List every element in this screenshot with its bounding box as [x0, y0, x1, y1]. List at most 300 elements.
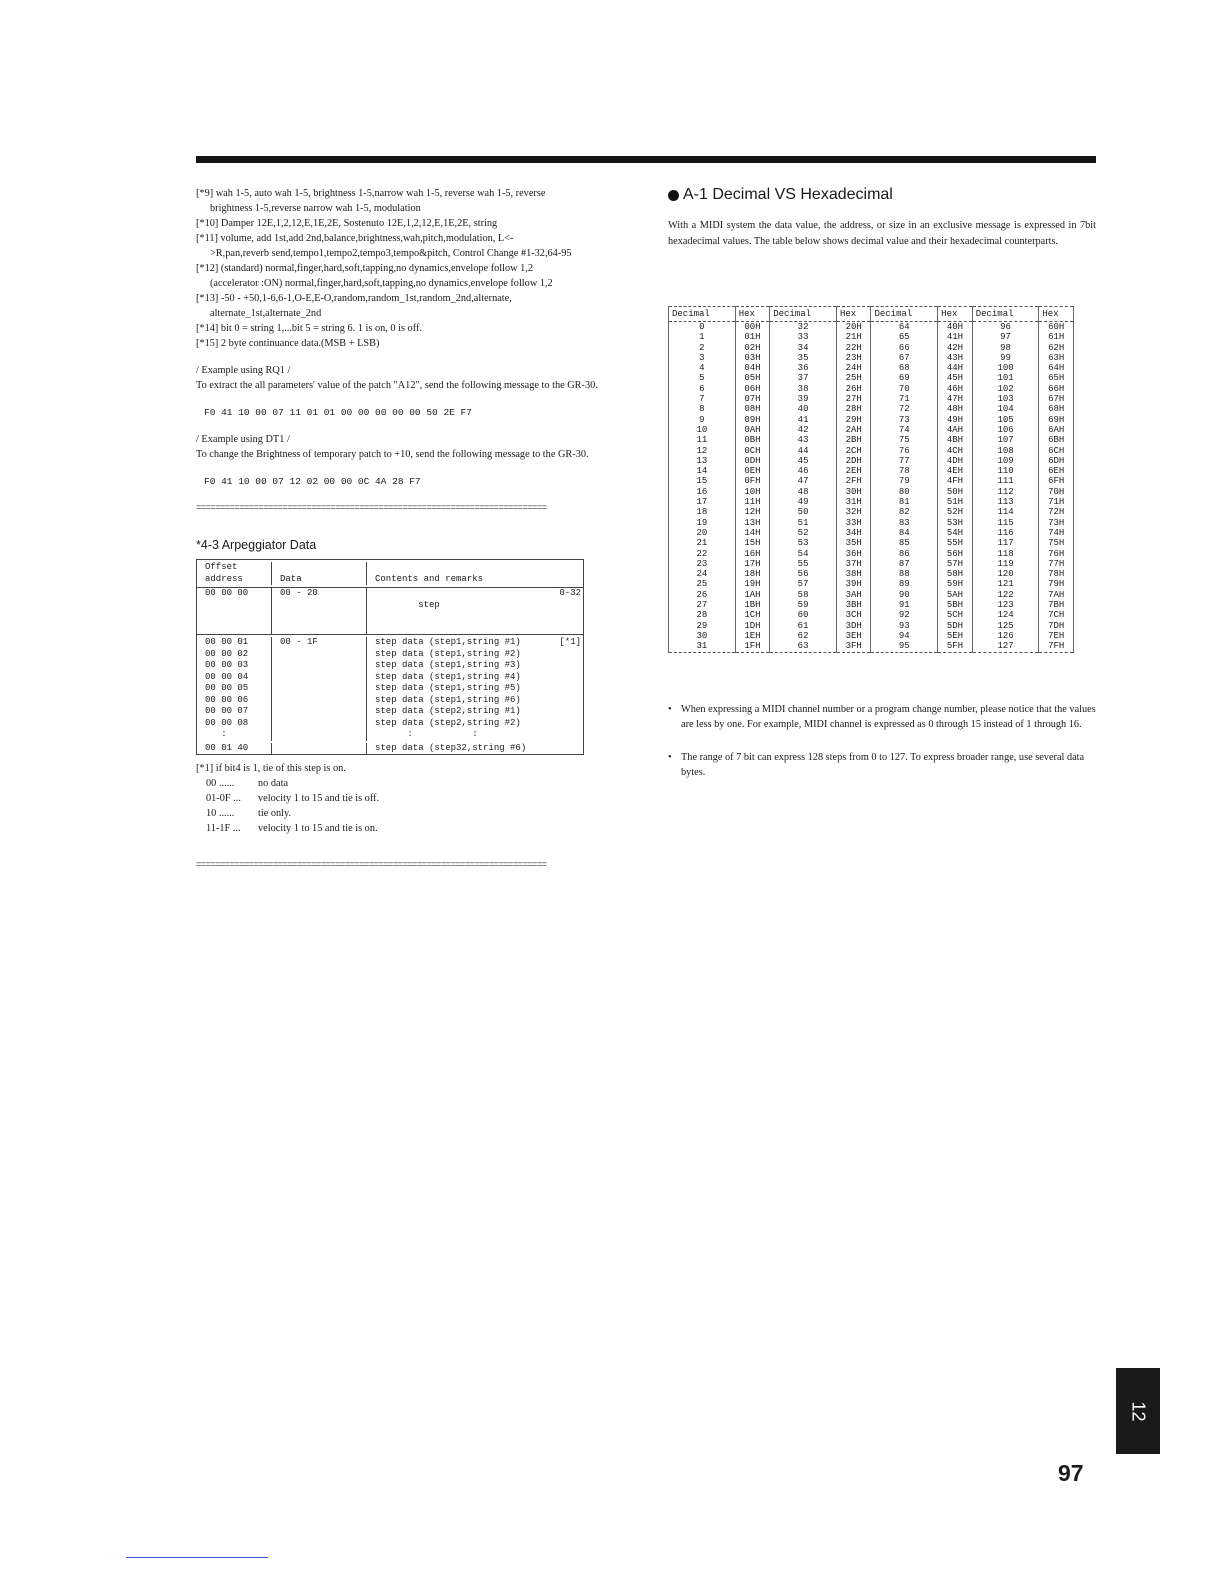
decimal-cell: 20: [669, 528, 736, 538]
decimal-cell: 10: [669, 425, 736, 435]
decimal-cell: 2: [669, 343, 736, 353]
hex-cell: 4DH: [938, 456, 973, 466]
hex-cell: 1FH: [735, 641, 770, 652]
bullet-mark: •: [668, 704, 672, 715]
note-text: (standard) normal,finger,hard,soft,tapping,no dynamics,envelope follow 1,2: [220, 263, 534, 274]
hex-cell: 6CH: [1039, 446, 1074, 456]
hex-table-row: [669, 446, 1074, 456]
note-item: [196, 336, 620, 351]
hex-cell: 2FH: [836, 476, 871, 486]
hex-table-row: [669, 569, 1074, 579]
row-data: [272, 649, 367, 661]
footnote-item: [196, 791, 620, 806]
hex-cell: 0BH: [735, 435, 770, 445]
decimal-cell: 54: [770, 549, 837, 559]
decimal-cell: 107: [972, 435, 1039, 445]
hex-cell: 12H: [735, 507, 770, 517]
hex-table-row: [669, 415, 1074, 425]
row-contents-text: step data (step1,string #2): [375, 648, 521, 659]
col-decimal-header: Decimal: [871, 307, 938, 322]
header-data-label: Data: [280, 573, 302, 584]
note-midi-channel: [668, 702, 1096, 732]
header-offset: Offset address: [197, 562, 272, 585]
decimal-cell: 60: [770, 610, 837, 620]
footer-rule: [126, 1557, 268, 1558]
hex-cell: 17H: [735, 559, 770, 569]
note-item: [196, 216, 620, 231]
decimal-cell: 97: [972, 332, 1039, 342]
hex-cell: 0FH: [735, 476, 770, 486]
note-text: -50 - +50,1-6,6-1,O-E,E-O,random,random_1st,random_2nd,alternate,: [220, 293, 512, 304]
decimal-cell: 3: [669, 353, 736, 363]
hex-cell: 2BH: [836, 435, 871, 445]
hex-cell: 29H: [836, 415, 871, 425]
hex-cell: 7BH: [1039, 600, 1074, 610]
decimal-cell: 0: [669, 322, 736, 333]
hex-cell: 13H: [735, 518, 770, 528]
hex-table-row: [669, 538, 1074, 548]
decimal-cell: 32: [770, 322, 837, 333]
arp-table-row: [197, 660, 583, 672]
decimal-cell: 49: [770, 497, 837, 507]
header-contents-label: Contents and remarks: [375, 573, 484, 584]
hex-cell: 44H: [938, 363, 973, 373]
hex-cell: 1EH: [735, 631, 770, 641]
decimal-cell: 118: [972, 549, 1039, 559]
note-text: volume, add 1st,add 2nd,balance,brightness,wah,pitch,modulation, L<-: [220, 233, 514, 244]
hex-table-row: [669, 600, 1074, 610]
decimal-cell: 12: [669, 446, 736, 456]
decimal-cell: 108: [972, 446, 1039, 456]
hex-cell: 03H: [735, 353, 770, 363]
decimal-cell: 47: [770, 476, 837, 486]
hex-cell: 61H: [1039, 332, 1074, 342]
decimal-cell: 119: [972, 559, 1039, 569]
col-decimal-header: Decimal: [669, 307, 736, 322]
row-offset: 00 00 02: [197, 649, 272, 661]
decimal-hex-table: [668, 306, 1074, 653]
decimal-cell: 25: [669, 579, 736, 589]
decimal-cell: 21: [669, 538, 736, 548]
note-key: [*13]: [196, 293, 219, 304]
decimal-cell: 83: [871, 518, 938, 528]
hex-cell: 6AH: [1039, 425, 1074, 435]
decimal-cell: 62: [770, 631, 837, 641]
hex-cell: 35H: [836, 538, 871, 548]
row-offset: 00 00 01: [197, 637, 272, 649]
arp-table-row: [197, 741, 583, 755]
row-data: [272, 718, 367, 730]
row-contents: [367, 672, 583, 684]
hex-table-row: [669, 456, 1074, 466]
hex-cell: 4EH: [938, 466, 973, 476]
row-offset: :: [197, 729, 272, 741]
hex-cell: 21H: [836, 332, 871, 342]
hex-table-row: [669, 332, 1074, 342]
decimal-cell: 100: [972, 363, 1039, 373]
decimal-cell: 120: [972, 569, 1039, 579]
hex-table-row: [669, 518, 1074, 528]
note-7bit-range: [668, 750, 1096, 780]
hex-cell: 48H: [938, 404, 973, 414]
row-contents-text: : :: [375, 729, 478, 739]
decimal-cell: 125: [972, 621, 1039, 631]
hex-cell: 52H: [938, 507, 973, 517]
hex-cell: 36H: [836, 549, 871, 559]
hex-cell: 59H: [938, 579, 973, 589]
decimal-cell: 31: [669, 641, 736, 652]
decimal-cell: 9: [669, 415, 736, 425]
bullet-icon: [668, 190, 679, 201]
hex-cell: 16H: [735, 549, 770, 559]
decimal-cell: 48: [770, 487, 837, 497]
decimal-cell: 123: [972, 600, 1039, 610]
decimal-cell: 122: [972, 590, 1039, 600]
decimal-cell: 80: [871, 487, 938, 497]
decimal-cell: 39: [770, 394, 837, 404]
hex-cell: 3EH: [836, 631, 871, 641]
hex-cell: 6BH: [1039, 435, 1074, 445]
hex-cell: 3DH: [836, 621, 871, 631]
decimal-cell: 75: [871, 435, 938, 445]
row-contents-text: step data (step1,string #3): [375, 660, 521, 670]
hex-cell: 5EH: [938, 631, 973, 641]
hex-cell: 11H: [735, 497, 770, 507]
hex-cell: 3AH: [836, 590, 871, 600]
hex-cell: 60H: [1039, 322, 1074, 333]
decimal-cell: 85: [871, 538, 938, 548]
hex-table-row: [669, 610, 1074, 620]
note-text: 2 byte continuance data.(MSB + LSB): [220, 338, 380, 349]
hex-cell: 1DH: [735, 621, 770, 631]
decimal-cell: 94: [871, 631, 938, 641]
hex-table-row: [669, 363, 1074, 373]
hex-cell: 23H: [836, 353, 871, 363]
footnote-title: [*1] if bit4 is 1, tie of this step is on.: [196, 763, 346, 774]
arp-table-row: [197, 635, 583, 649]
decimal-cell: 68: [871, 363, 938, 373]
hex-cell: 6FH: [1039, 476, 1074, 486]
hex-table-header: [669, 307, 1074, 322]
decimal-cell: 28: [669, 610, 736, 620]
hex-cell: 5AH: [938, 590, 973, 600]
hex-table-row: [669, 476, 1074, 486]
hex-cell: 70H: [1039, 487, 1074, 497]
footnote-text: velocity 1 to 15 and tie is on.: [258, 823, 378, 834]
hex-cell: 26H: [836, 384, 871, 394]
hex-cell: 5FH: [938, 641, 973, 652]
row-data: [272, 743, 367, 755]
note-continuation: (accelerator :ON) normal,finger,hard,soft,tapping,no dynamics,envelope follow 1,2: [210, 278, 553, 289]
decimal-cell: 7: [669, 394, 736, 404]
footnote-key: 11-1F ...: [206, 823, 241, 834]
hex-cell: 46H: [938, 384, 973, 394]
decimal-cell: 53: [770, 538, 837, 548]
hex-cell: 45H: [938, 373, 973, 383]
note-item: [196, 321, 620, 336]
decimal-cell: 8: [669, 404, 736, 414]
decimal-cell: 17: [669, 497, 736, 507]
hex-table-row: [669, 528, 1074, 538]
footnote-text: no data: [258, 778, 289, 789]
hex-cell: 0DH: [735, 456, 770, 466]
note-item: [196, 231, 620, 261]
footnote-item: [196, 821, 620, 836]
decimal-cell: 91: [871, 600, 938, 610]
hex-cell: 0EH: [735, 466, 770, 476]
row-offset: 00 01 40: [197, 743, 272, 755]
hex-cell: 1AH: [735, 590, 770, 600]
hex-cell: 15H: [735, 538, 770, 548]
hex-cell: 4CH: [938, 446, 973, 456]
header-contents: [367, 562, 583, 585]
hex-cell: 27H: [836, 394, 871, 404]
decimal-cell: 29: [669, 621, 736, 631]
arp-table-header: [197, 560, 583, 588]
hex-cell: 71H: [1039, 497, 1074, 507]
hex-cell: 47H: [938, 394, 973, 404]
decimal-cell: 13: [669, 456, 736, 466]
example1-text: To extract the all parameters' value of the patch "A12", send the following message to the GR-30.: [196, 380, 598, 391]
row-contents: [367, 729, 583, 741]
right-notes: [668, 702, 1096, 798]
example1-code: F0 41 10 00 07 11 01 01 00 00 00 00 00 50 2E F7: [204, 407, 472, 418]
decimal-cell: 86: [871, 549, 938, 559]
hex-cell: 41H: [938, 332, 973, 342]
note-key: [*10]: [196, 218, 219, 229]
hex-cell: 7EH: [1039, 631, 1074, 641]
row-offset: 00 00 05: [197, 683, 272, 695]
decimal-cell: 15: [669, 476, 736, 486]
decimal-cell: 116: [972, 528, 1039, 538]
hex-cell: 30H: [836, 487, 871, 497]
note-7bit-range-text: The range of 7 bit can express 128 steps from 0 to 127. To express broader range, use several data bytes.: [681, 752, 1085, 778]
hex-cell: 7FH: [1039, 641, 1074, 652]
hex-table-row: [669, 384, 1074, 394]
decimal-cell: 66: [871, 343, 938, 353]
hex-cell: 0CH: [735, 446, 770, 456]
row-contents: [367, 718, 583, 730]
decimal-cell: 93: [871, 621, 938, 631]
hex-cell: 38H: [836, 569, 871, 579]
note-continuation: >R,pan,reverb send,tempo1,tempo2,tempo3,tempo&pitch, Control Change #1-32,64-95: [210, 248, 572, 259]
decimal-cell: 23: [669, 559, 736, 569]
col-decimal-header: Decimal: [972, 307, 1039, 322]
hex-cell: 08H: [735, 404, 770, 414]
decimal-cell: 18: [669, 507, 736, 517]
decimal-cell: 90: [871, 590, 938, 600]
arp-table-row: [197, 649, 583, 661]
decimal-cell: 89: [871, 579, 938, 589]
decimal-cell: 19: [669, 518, 736, 528]
row-offset: 00 00 03: [197, 660, 272, 672]
hex-cell: 79H: [1039, 579, 1074, 589]
hex-cell: 55H: [938, 538, 973, 548]
row-remark: [*1]: [559, 637, 581, 647]
hex-cell: 50H: [938, 487, 973, 497]
hex-cell: 3BH: [836, 600, 871, 610]
decimal-cell: 43: [770, 435, 837, 445]
decimal-cell: 78: [871, 466, 938, 476]
hex-cell: 01H: [735, 332, 770, 342]
hex-cell: 18H: [735, 569, 770, 579]
separator-line: =========================================================================: [196, 503, 547, 513]
decimal-cell: 110: [972, 466, 1039, 476]
hex-cell: 7DH: [1039, 621, 1074, 631]
hex-table-row: [669, 353, 1074, 363]
hex-cell: 69H: [1039, 415, 1074, 425]
hex-cell: 4FH: [938, 476, 973, 486]
col-hex-header: Hex: [1039, 307, 1074, 322]
decimal-cell: 36: [770, 363, 837, 373]
hex-cell: 39H: [836, 579, 871, 589]
decimal-cell: 27: [669, 600, 736, 610]
arpeggiator-table: [196, 559, 584, 755]
hex-cell: 22H: [836, 343, 871, 353]
hex-table-row: [669, 621, 1074, 631]
decimal-cell: 24: [669, 569, 736, 579]
decimal-cell: 5: [669, 373, 736, 383]
decimal-cell: 117: [972, 538, 1039, 548]
example2-heading: / Example using DT1 /: [196, 434, 290, 445]
decimal-cell: 44: [770, 446, 837, 456]
hex-cell: 7AH: [1039, 590, 1074, 600]
hex-cell: 1CH: [735, 610, 770, 620]
col-hex-header: Hex: [735, 307, 770, 322]
decimal-cell: 115: [972, 518, 1039, 528]
row-contents-text: step data (step2,string #1): [375, 706, 521, 716]
decimal-cell: 95: [871, 641, 938, 652]
hex-cell: 5CH: [938, 610, 973, 620]
intro-paragraph: With a MIDI system the data value, the address, or size in an exclusive message is expressed in 7bit hexadecimal values. The table below shows decimal value and their hexadecimal counterparts.: [668, 220, 1096, 247]
row-data: [272, 706, 367, 718]
decimal-cell: 22: [669, 549, 736, 559]
row-contents: [367, 683, 583, 695]
footnote-item: [196, 776, 620, 791]
decimal-cell: 81: [871, 497, 938, 507]
row-contents-text: step data (step32,string #6): [375, 742, 527, 753]
page-number: 97: [1058, 1460, 1084, 1486]
decimal-cell: 98: [972, 343, 1039, 353]
footnote-key: 10 ......: [206, 808, 235, 819]
hex-cell: 65H: [1039, 373, 1074, 383]
step-range: 0-32: [559, 588, 581, 598]
hex-cell: 53H: [938, 518, 973, 528]
decimal-cell: 126: [972, 631, 1039, 641]
hex-cell: 75H: [1039, 538, 1074, 548]
decimal-cell: 6: [669, 384, 736, 394]
decimal-cell: 124: [972, 610, 1039, 620]
hex-cell: 4BH: [938, 435, 973, 445]
hex-cell: 2EH: [836, 466, 871, 476]
section-title: *4-3 Arpeggiator Data: [196, 538, 317, 552]
hex-table-body: [669, 322, 1074, 653]
hex-cell: 68H: [1039, 404, 1074, 414]
hex-table-row: [669, 404, 1074, 414]
note-key: [*12]: [196, 263, 219, 274]
separator-line-bottom: =========================================================================: [196, 860, 547, 870]
row-data: [272, 695, 367, 707]
decimal-cell: 65: [871, 332, 938, 342]
decimal-cell: 37: [770, 373, 837, 383]
note-continuation: alternate_1st,alternate_2nd: [210, 308, 322, 319]
bullet-mark: •: [668, 752, 672, 763]
hex-cell: 06H: [735, 384, 770, 394]
footnote-text: tie only.: [258, 808, 292, 819]
decimal-cell: 87: [871, 559, 938, 569]
hex-cell: 0AH: [735, 425, 770, 435]
decimal-cell: 61: [770, 621, 837, 631]
arp-table-row: [197, 718, 583, 730]
note-key: [*14]: [196, 323, 219, 334]
decimal-cell: 92: [871, 610, 938, 620]
decimal-cell: 109: [972, 456, 1039, 466]
hex-cell: 66H: [1039, 384, 1074, 394]
hex-cell: 43H: [938, 353, 973, 363]
decimal-cell: 4: [669, 363, 736, 373]
decimal-cell: 46: [770, 466, 837, 476]
decimal-cell: 105: [972, 415, 1039, 425]
decimal-cell: 33: [770, 332, 837, 342]
decimal-cell: 103: [972, 394, 1039, 404]
hex-table-row: [669, 497, 1074, 507]
decimal-cell: 38: [770, 384, 837, 394]
hex-cell: 14H: [735, 528, 770, 538]
decimal-cell: 34: [770, 343, 837, 353]
arp-table-body: [197, 635, 583, 754]
decimal-cell: 74: [871, 425, 938, 435]
hex-table-row: [669, 559, 1074, 569]
arp-step-row: [197, 588, 583, 635]
footnote-block: [196, 761, 620, 836]
decimal-cell: 35: [770, 353, 837, 363]
hex-cell: 20H: [836, 322, 871, 333]
hex-table-row: [669, 549, 1074, 559]
hex-cell: 31H: [836, 497, 871, 507]
hex-cell: 00H: [735, 322, 770, 333]
hex-table-row: [669, 466, 1074, 476]
decimal-cell: 57: [770, 579, 837, 589]
note-item: [196, 291, 620, 321]
decimal-cell: 88: [871, 569, 938, 579]
decimal-cell: 55: [770, 559, 837, 569]
decimal-cell: 112: [972, 487, 1039, 497]
hex-cell: 7CH: [1039, 610, 1074, 620]
row-data: 00 - 1F: [272, 637, 367, 649]
decimal-cell: 40: [770, 404, 837, 414]
hex-cell: 34H: [836, 528, 871, 538]
hex-cell: 42H: [938, 343, 973, 353]
decimal-cell: 104: [972, 404, 1039, 414]
example2-text: To change the Brightness of temporary patch to +10, send the following message to the GR-30.: [196, 449, 589, 460]
decimal-cell: 59: [770, 600, 837, 610]
note-key: [*15]: [196, 338, 219, 349]
arp-table-row: [197, 729, 583, 741]
footnote-key: 01-0F ...: [206, 793, 241, 804]
decimal-cell: 52: [770, 528, 837, 538]
decimal-cell: 45: [770, 456, 837, 466]
decimal-cell: 1: [669, 332, 736, 342]
decimal-cell: 76: [871, 446, 938, 456]
decimal-cell: 70: [871, 384, 938, 394]
hex-cell: 2CH: [836, 446, 871, 456]
hex-cell: 6EH: [1039, 466, 1074, 476]
row-contents: [367, 637, 583, 649]
hex-cell: 72H: [1039, 507, 1074, 517]
note-text: bit 0 = string 1,...bit 5 = string 6. 1 is on, 0 is off.: [220, 323, 422, 334]
decimal-cell: 102: [972, 384, 1039, 394]
hex-table-row: [669, 641, 1074, 652]
